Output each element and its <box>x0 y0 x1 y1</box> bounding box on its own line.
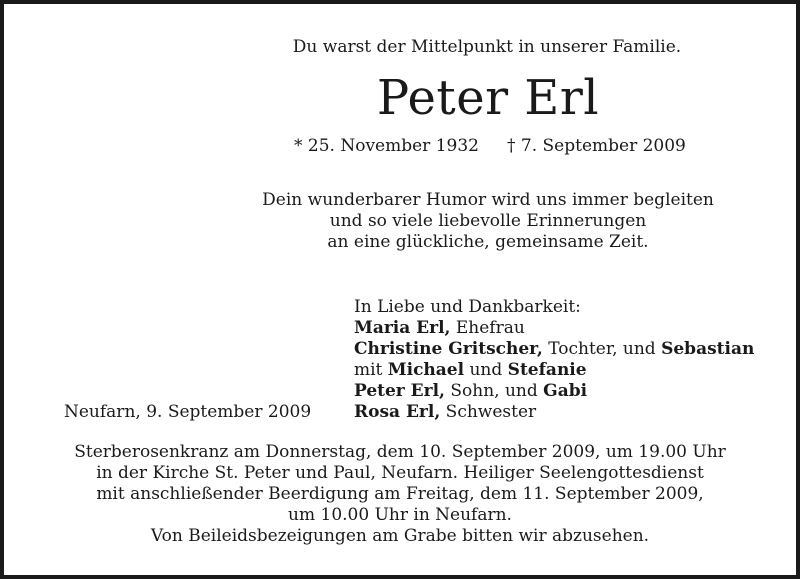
verse-line: Dein wunderbarer Humor wird uns immer begleiten <box>262 190 714 210</box>
motto: Du warst der Mittelpunkt in unserer Familie. <box>292 37 682 57</box>
mourner-line: Maria Erl, Ehefrau <box>354 318 525 338</box>
mourner-line: Rosa Erl, Schwester <box>354 402 537 422</box>
mourner-line: Peter Erl, Sohn, und Gabi <box>354 381 588 401</box>
verse-line: an eine glückliche, gemeinsame Zeit. <box>327 232 649 252</box>
place-date: Neufarn, 9. September 2009 <box>64 402 312 422</box>
service-info <box>40 442 760 547</box>
service-line: in der Kirche St. Peter und Paul, Neufarn. Heiliger Seelengottesdienst <box>96 463 704 483</box>
mourner-line: mit Michael und Stefanie <box>354 360 587 380</box>
mourners-block <box>354 297 754 423</box>
deceased-name: Peter Erl <box>376 70 600 126</box>
death-date: † 7. September 2009 <box>507 136 686 156</box>
service-line: Sterberosenkranz am Donnerstag, dem 10. September 2009, um 19.00 Uhr <box>74 442 726 462</box>
service-line: um 10.00 Uhr in Neufarn. <box>288 505 512 525</box>
service-line: Von Beileidsbezeigungen am Grabe bitten wir abzusehen. <box>150 526 650 546</box>
verse-line: und so viele liebevolle Erinnerungen <box>329 211 647 231</box>
service-line: mit anschließender Beerdigung am Freitag, dem 11. September 2009, <box>96 484 704 504</box>
mourners-intro: In Liebe und Dankbarkeit: <box>354 297 581 317</box>
birth-date: * 25. November 1932 <box>294 136 479 156</box>
mourner-line: Christine Gritscher, Tochter, und Sebastian <box>354 339 755 359</box>
verse <box>248 190 728 253</box>
